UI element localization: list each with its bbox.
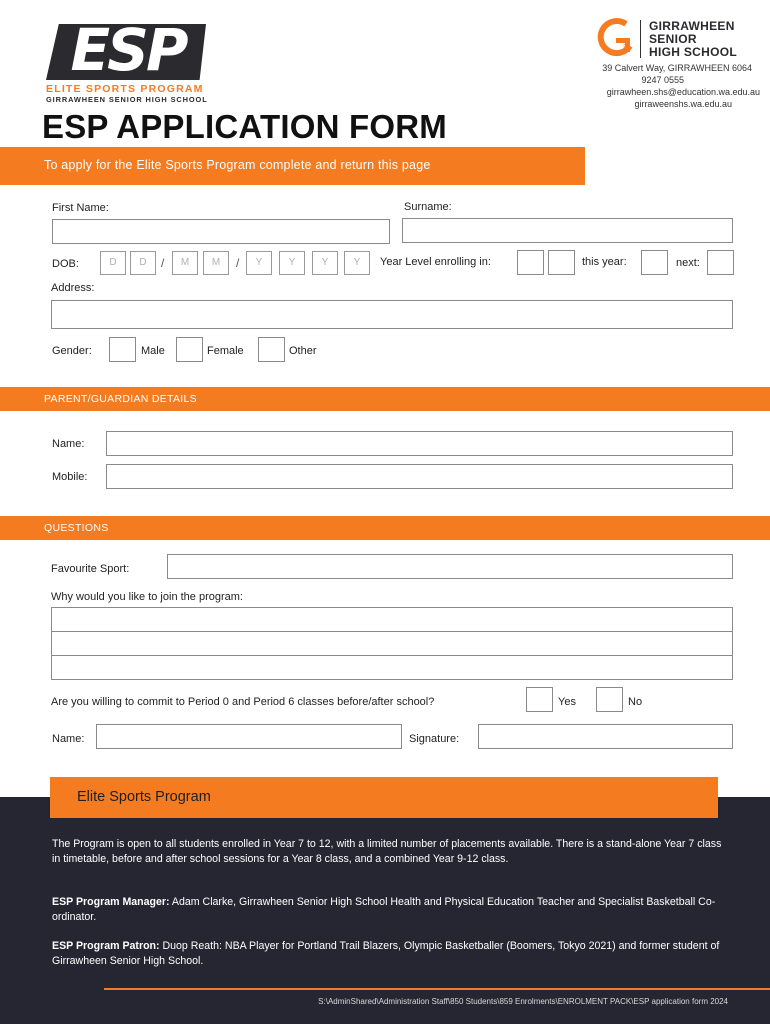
school-address: 39 Calvert Way, GIRRAWHEEN 6064 — [602, 63, 752, 73]
this-year-box[interactable] — [641, 250, 668, 275]
svg-text:i: i — [623, 43, 626, 52]
signature-field[interactable] — [478, 724, 733, 749]
gender-male-label: Male — [141, 345, 165, 357]
esp-logo-text: ESP — [70, 16, 186, 84]
footer-file-path: S:\AdminShared\Administration Staff\850 Students\859 Enrolments\ENROLMENT PACK\ESP application form 2024 — [318, 997, 728, 1006]
gender-male-checkbox[interactable] — [109, 337, 136, 362]
parent-name-field[interactable] — [106, 431, 733, 456]
commit-yes-label: Yes — [558, 696, 576, 708]
year-level-label: Year Level enrolling in: — [380, 256, 491, 268]
favourite-sport-label: Favourite Sport: — [51, 563, 130, 575]
manager-label: ESP Program Manager: — [52, 896, 170, 908]
school-logo-divider — [640, 20, 641, 58]
questions-section-title: QUESTIONS — [44, 522, 109, 534]
parent-mobile-field[interactable] — [106, 464, 733, 489]
info-title-bar — [50, 777, 718, 818]
gender-other-checkbox[interactable] — [258, 337, 285, 362]
why-join-line-2[interactable] — [51, 631, 733, 656]
first-name-field[interactable] — [52, 219, 390, 244]
info-paragraph-intro: The Program is open to all students enrolled in Year 7 to 12, with a limited number of placements available. There is a stand-alone Year 7 class in timetable, before and after school sessions for a Year 8 class, and a combined Year 9-12 class. — [52, 838, 722, 865]
questions-section-header — [0, 516, 770, 540]
year-level-box-1[interactable] — [517, 250, 544, 275]
school-crest-icon — [596, 18, 636, 60]
page-title: ESP APPLICATION FORM — [42, 108, 447, 145]
why-join-line-1[interactable] — [51, 607, 733, 632]
dob-month-2[interactable]: M — [203, 251, 229, 275]
next-year-box[interactable] — [707, 250, 734, 275]
instruction-banner — [0, 147, 585, 185]
first-name-label: First Name: — [52, 202, 109, 214]
this-year-label: this year: — [582, 256, 627, 268]
why-join-line-3[interactable] — [51, 655, 733, 680]
dob-month-1[interactable]: M — [172, 251, 198, 275]
commit-yes-checkbox[interactable] — [526, 687, 553, 712]
address-field[interactable] — [51, 300, 733, 329]
school-logo — [596, 18, 746, 60]
gender-female-checkbox[interactable] — [176, 337, 203, 362]
instruction-text: To apply for the Elite Sports Program complete and return this page — [44, 158, 431, 172]
patron-label: ESP Program Patron: — [52, 940, 160, 952]
student-name-label: Name: — [52, 733, 85, 745]
school-email[interactable]: girrawheen.shs@education.wa.edu.au — [606, 87, 760, 97]
school-name-line3: HIGH SCHOOL — [649, 45, 737, 59]
school-contact — [510, 62, 760, 110]
student-name-field[interactable] — [96, 724, 402, 749]
manager-text: Adam Clarke, Girrawheen Senior High School Health and Physical Education Teacher and Specialist Basketball Co-ordinator. — [52, 896, 716, 923]
gender-label: Gender: — [52, 345, 92, 357]
surname-label: Surname: — [404, 201, 452, 213]
next-year-label: next: — [676, 257, 700, 269]
dob-label: DOB: — [52, 258, 79, 270]
parent-section-title: PARENT/GUARDIAN DETAILS — [44, 393, 197, 405]
footer-divider — [104, 988, 770, 990]
commit-question-label: Are you willing to commit to Period 0 and Period 6 classes before/after school? — [51, 696, 435, 708]
parent-name-label: Name: — [52, 438, 85, 450]
address-label: Address: — [51, 282, 95, 294]
year-level-box-2[interactable] — [548, 250, 575, 275]
parent-mobile-label: Mobile: — [52, 471, 88, 483]
surname-field[interactable] — [402, 218, 733, 243]
info-paragraph-patron — [52, 939, 732, 968]
dob-year-4[interactable]: Y — [344, 251, 370, 275]
school-name-line2: SENIOR — [649, 32, 697, 46]
school-phone: 9247 0555 — [641, 75, 684, 85]
esp-logo-line2: GIRRAWHEEN SENIOR HIGH SCHOOL — [46, 95, 208, 104]
why-join-label: Why would you like to join the program: — [51, 591, 243, 603]
dob-year-2[interactable]: Y — [279, 251, 305, 275]
commit-no-label: No — [628, 696, 643, 708]
school-name-line1: GIRRAWHEEN — [649, 19, 735, 33]
gender-other-label: Other — [289, 345, 317, 357]
commit-no-checkbox[interactable] — [596, 687, 623, 712]
school-website[interactable]: girraweenshs.wa.edu.au — [634, 99, 732, 109]
signature-label: Signature: — [409, 733, 460, 745]
patron-text: Duop Reath: NBA Player for Portland Trail Blazers, Olympic Basketballer (Boomers, Tokyo 2021) and former student of Girrawheen Senior High School. — [52, 940, 720, 967]
esp-logo-line1: ELITE SPORTS PROGRAM — [46, 83, 204, 95]
dob-day-2[interactable]: D — [130, 251, 156, 275]
dob-separator-2: / — [236, 256, 240, 270]
info-paragraph-manager — [52, 895, 732, 924]
gender-female-label: Female — [207, 345, 244, 357]
dob-year-3[interactable]: Y — [312, 251, 338, 275]
favourite-sport-field[interactable] — [167, 554, 733, 579]
dob-day-1[interactable]: D — [100, 251, 126, 275]
esp-logo — [46, 16, 208, 104]
info-title: Elite Sports Program — [77, 789, 211, 805]
dob-year-1[interactable]: Y — [246, 251, 272, 275]
parent-section-header — [0, 387, 770, 411]
dob-separator-1: / — [161, 256, 165, 270]
